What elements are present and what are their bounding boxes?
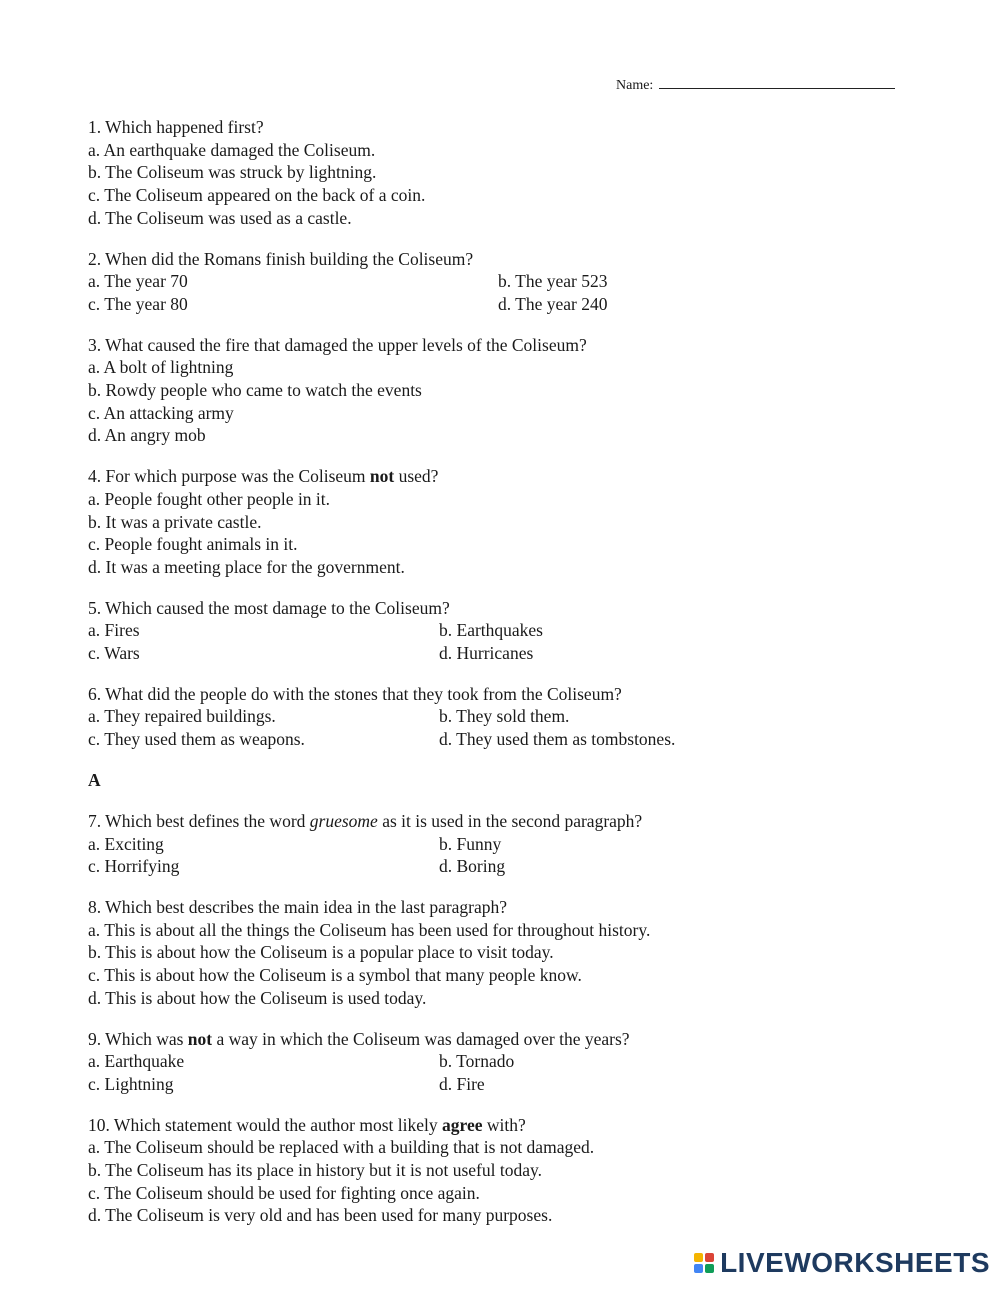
option-b[interactable]: b. The Coliseum has its place in history but it is not useful today. bbox=[88, 1160, 542, 1181]
option-c[interactable]: c. The year 80 bbox=[88, 293, 188, 314]
option-d[interactable]: d. They used them as tombstones. bbox=[439, 729, 676, 750]
question-emphasis: gruesome bbox=[309, 810, 378, 831]
option-b[interactable]: b. The year 523 bbox=[498, 271, 608, 292]
question-1 bbox=[88, 116, 968, 230]
question-7 bbox=[88, 810, 968, 878]
option-b[interactable]: b. Rowdy people who came to watch the events bbox=[88, 380, 422, 401]
logo-square-icon bbox=[705, 1253, 714, 1262]
option-b[interactable]: b. They sold them. bbox=[439, 706, 570, 727]
option-d[interactable]: d. The Coliseum was used as a castle. bbox=[88, 207, 352, 228]
logo-square-icon bbox=[705, 1264, 714, 1273]
option-d[interactable]: d. Boring bbox=[439, 856, 506, 877]
option-a[interactable]: a. The year 70 bbox=[88, 271, 188, 292]
question-2 bbox=[88, 248, 968, 316]
option-a[interactable]: a. An earthquake damaged the Coliseum. bbox=[88, 139, 376, 160]
option-b[interactable]: b. This is about how the Coliseum is a popular place to visit today. bbox=[88, 942, 554, 963]
question-text-part: 10. Which statement would the author most likely bbox=[88, 1114, 442, 1135]
question-6 bbox=[88, 683, 968, 751]
option-a[interactable]: a. This is about all the things the Coliseum has been used for throughout history. bbox=[88, 919, 651, 940]
question-text: 6. What did the people do with the stones that they took from the Coliseum? bbox=[88, 683, 622, 704]
option-d[interactable]: d. It was a meeting place for the government. bbox=[88, 556, 405, 577]
question-text: 1. Which happened first? bbox=[88, 117, 264, 137]
name-label: Name: bbox=[616, 78, 654, 93]
options-grid bbox=[88, 833, 968, 878]
question-text-part: used? bbox=[394, 466, 439, 487]
option-d[interactable]: d. Fire bbox=[439, 1073, 485, 1094]
option-b[interactable]: b. It was a private castle. bbox=[88, 511, 262, 532]
option-a[interactable]: a. People fought other people in it. bbox=[88, 488, 331, 509]
name-field bbox=[616, 74, 895, 94]
question-text-part: 9. Which was bbox=[88, 1028, 188, 1049]
option-a[interactable]: a. A bolt of lightning bbox=[88, 357, 234, 378]
option-c[interactable]: c. Horrifying bbox=[88, 856, 180, 877]
question-text bbox=[88, 1028, 968, 1051]
option-a[interactable]: a. The Coliseum should be replaced with a building that is not damaged. bbox=[88, 1137, 595, 1158]
question-emphasis: not bbox=[369, 466, 395, 487]
question-9 bbox=[88, 1028, 968, 1096]
question-4 bbox=[88, 465, 968, 579]
question-text bbox=[88, 465, 968, 488]
name-blank-line[interactable] bbox=[659, 74, 895, 89]
question-text bbox=[88, 1114, 968, 1137]
option-c[interactable]: c. Lightning bbox=[88, 1073, 174, 1094]
question-text-part: as it is used in the second paragraph? bbox=[377, 810, 643, 831]
question-3 bbox=[88, 334, 968, 448]
question-10 bbox=[88, 1114, 968, 1228]
logo-square-icon bbox=[694, 1264, 703, 1273]
option-a[interactable]: a. They repaired buildings. bbox=[88, 706, 276, 727]
option-d[interactable]: d. Hurricanes bbox=[439, 643, 534, 664]
option-c[interactable]: c. People fought animals in it. bbox=[88, 534, 298, 555]
option-a[interactable]: a. Fires bbox=[88, 620, 140, 641]
option-a[interactable]: a. Earthquake bbox=[88, 1051, 185, 1072]
option-a[interactable]: a. Exciting bbox=[88, 833, 164, 854]
option-b[interactable]: b. Funny bbox=[439, 833, 502, 854]
question-text: 5. Which caused the most damage to the Coliseum? bbox=[88, 597, 450, 618]
option-c[interactable]: c. An attacking army bbox=[88, 402, 234, 423]
section-letter: A bbox=[88, 769, 101, 790]
question-text-part: a way in which the Coliseum was damaged over the years? bbox=[212, 1028, 630, 1049]
option-d[interactable]: d. This is about how the Coliseum is used today. bbox=[88, 987, 427, 1008]
question-text: 3. What caused the fire that damaged the upper levels of the Coliseum? bbox=[88, 334, 587, 355]
option-c[interactable]: c. The Coliseum should be used for fighting once again. bbox=[88, 1182, 480, 1203]
option-d[interactable]: d. An angry mob bbox=[88, 425, 206, 446]
logo-text: LIVEWORKSHEETS bbox=[720, 1247, 990, 1278]
question-text-part: 4. For which purpose was the Coliseum bbox=[88, 466, 370, 487]
option-b[interactable]: b. Tornado bbox=[439, 1051, 515, 1072]
question-text: 8. Which best describes the main idea in the last paragraph? bbox=[88, 896, 508, 917]
option-c[interactable]: c. The Coliseum appeared on the back of a coin. bbox=[88, 185, 426, 206]
question-text bbox=[88, 810, 968, 833]
question-8 bbox=[88, 896, 968, 1010]
option-c[interactable]: c. Wars bbox=[88, 643, 140, 664]
option-d[interactable]: d. The Coliseum is very old and has been used for many purposes. bbox=[88, 1205, 553, 1226]
options-grid bbox=[88, 1050, 968, 1095]
question-emphasis: agree bbox=[442, 1114, 483, 1135]
logo-square-icon bbox=[694, 1253, 703, 1262]
option-d[interactable]: d. The year 240 bbox=[498, 293, 608, 314]
question-text-part: 7. Which best defines the word bbox=[88, 810, 310, 831]
question-text: 2. When did the Romans finish building the Coliseum? bbox=[88, 248, 474, 269]
option-b[interactable]: b. The Coliseum was struck by lightning. bbox=[88, 162, 377, 183]
worksheet-content bbox=[88, 116, 968, 1245]
options-grid bbox=[88, 619, 968, 664]
question-text-part: with? bbox=[482, 1114, 526, 1135]
option-c[interactable]: c. They used them as weapons. bbox=[88, 729, 305, 750]
liveworksheets-logo-icon bbox=[694, 1253, 714, 1273]
question-5 bbox=[88, 597, 968, 665]
options-grid bbox=[88, 270, 968, 315]
option-c[interactable]: c. This is about how the Coliseum is a symbol that many people know. bbox=[88, 965, 582, 986]
question-emphasis: not bbox=[187, 1028, 213, 1049]
option-b[interactable]: b. Earthquakes bbox=[439, 620, 543, 641]
options-grid bbox=[88, 705, 968, 750]
liveworksheets-logo[interactable] bbox=[694, 1247, 990, 1279]
